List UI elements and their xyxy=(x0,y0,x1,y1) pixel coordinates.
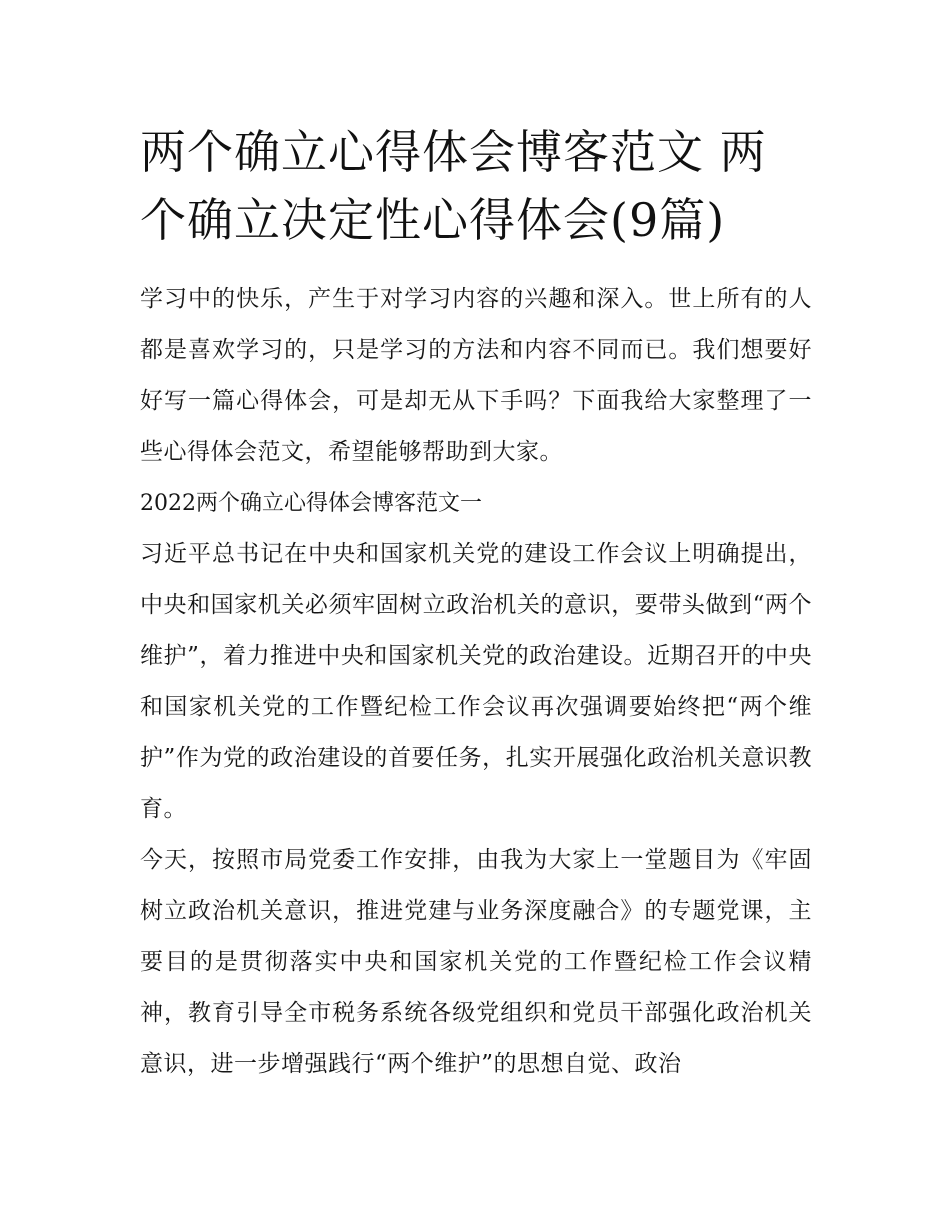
intro-paragraph: 学习中的快乐，产生于对学习内容的兴趣和深入。世上所有的人都是喜欢学习的，只是学习的方法和内容不同而已。我们想要好好写一篇心得体会，可是却无从下手吗？下面我给大家整理了一些心得体会范文，希望能够帮助到大家。 xyxy=(140,286,812,465)
body-paragraph-2: 今天，按照市局党委工作安排，由我为大家上一堂题目为《牢固树立政治机关意识，推进党建与业务深度融合》的专题党课，主要目的是贯彻落实中央和国家机关党的工作暨纪检工作会议精神，教育引导全市税务系统各级党组织和党员干部强化政治机关意识，进一步增强践行“两个维护”的思想自觉、政治 xyxy=(140,847,812,1077)
body-paragraph-1: 习近平总书记在中央和国家机关党的建设工作会议上明确提出，中央和国家机关必须牢固树立政治机关的意识，要带头做到“两个维护”，着力推进中央和国家机关党的政治建设。近期召开的中央和国家机关党的工作暨纪检工作会议再次强调要始终把“两个维护”作为党的政治建设的首要任务，扎实开展强化政治机关意识教育。 xyxy=(140,541,812,822)
document-content xyxy=(140,118,812,1090)
section-heading: 2022两个确立心得体会博客范文一 xyxy=(140,491,482,516)
document-title: 两个确立心得体会博客范文 两个确立决定性心得体会(9篇) xyxy=(140,125,767,247)
